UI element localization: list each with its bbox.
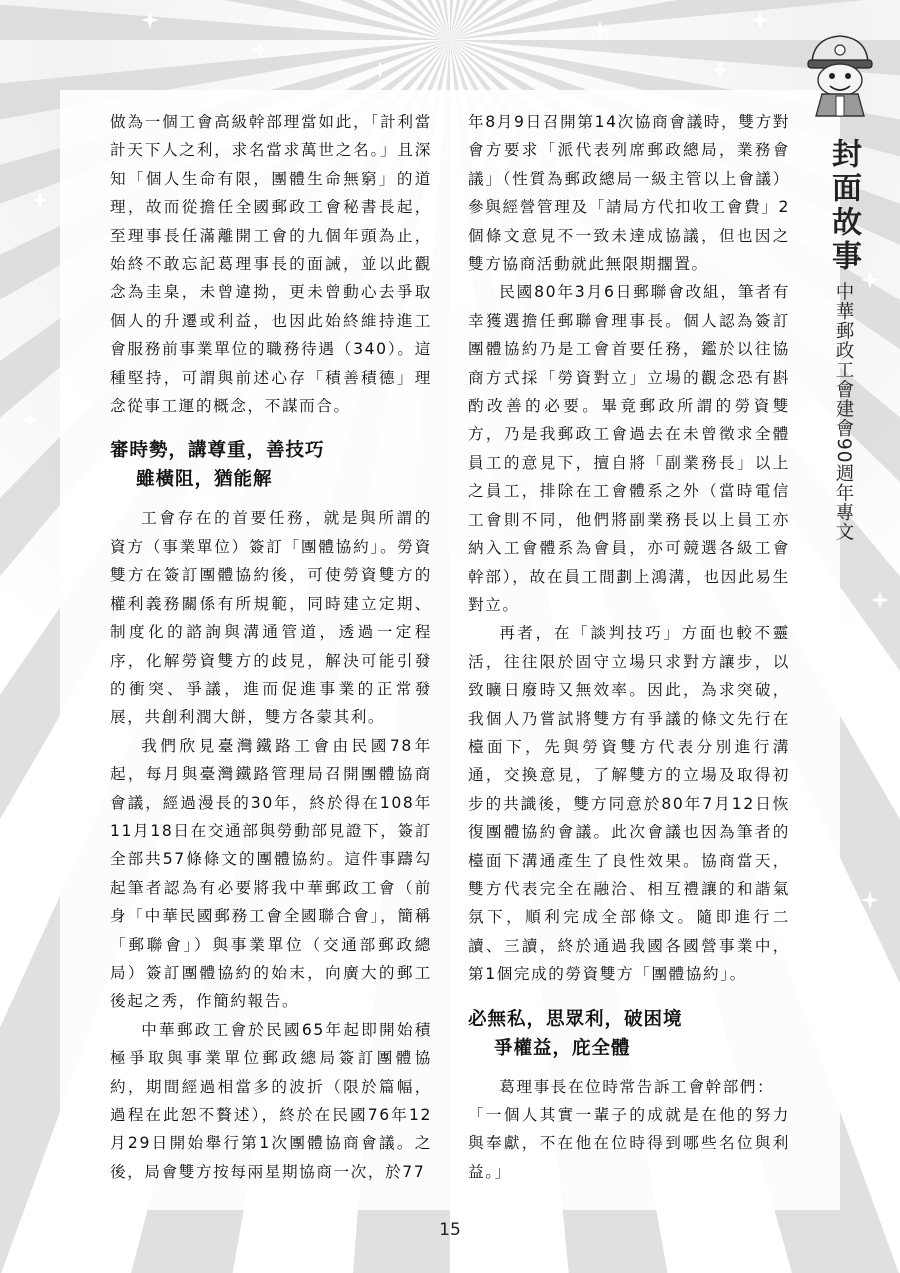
- paragraph: 葛理事長在位時常告訴工會幹部們：: [499, 1077, 775, 1096]
- paragraph: 做為一個工會高級幹部理當如此，「計利當計天下人之利，求名當求萬世之名。」且深知「個人生命有限，團體生命無窮」的道理，故而從擔任全國郵政工會秘書長起，至理事長任滿離開工會的九個年頭為止，始終不敢忘記葛理事長的面誡，並以此觀念為圭臬，未曾違拗，更未曾動心去爭取個人的升遷或利益，也因此始終維持進工會服務前事業單位的職務待遇（340）。這種堅持，可謂與前述心存「積善積德」理念從事工運的概念，不謀而合。: [110, 113, 432, 416]
- heading-line: 雖橫阻，猶能解: [136, 469, 273, 491]
- left-column: [110, 108, 432, 1186]
- page-number: 15: [439, 1220, 461, 1240]
- section-heading: [468, 1005, 790, 1063]
- right-column: [468, 108, 790, 1186]
- heading-line: 爭權益，庇全體: [494, 1037, 631, 1059]
- paragraph: 年8月9日召開第14次協商會議時，雙方對會方要求「派代表列席郵政總局，業務會議」（性質為郵政總局一級主管以上會議）參與經營管理及「請局方代扣收工會費」2個條文意見不一致未達成協議，但也因之雙方協商活動就此無限期擱置。: [468, 113, 790, 274]
- heading-line: 必無私，思眾利，破困境: [468, 1008, 683, 1030]
- section-subtitle: 中華郵政工會建會90週年專文: [833, 282, 854, 542]
- quote-paragraph: 「一個人其實一輩子的成就是在他的努力與奉獻，不在他在位時得到哪些名位與利益。」: [468, 1106, 790, 1181]
- heading-line: 審時勢，講尊重，善技巧: [110, 440, 325, 462]
- paragraph: 我們欣見臺灣鐵路工會由民國78年起，每月與臺灣鐵路管理局召開團體協商會議，經過漫長的30年，終於得在108年11月18日在交通部與勞動部見證下，簽訂全部共57條條文的團體協約。這件事躊勾起筆者認為有必要將我中華郵政工會（前身「中華民國郵務工會全國聯合會」，簡稱「郵聯會」）與事業單位（交通部郵政總局）簽訂團體協約的始末，向廣大的郵工後起之秀，作簡約報告。: [110, 736, 432, 1011]
- paragraph: 民國80年3月6日郵聯會改組，筆者有幸獲選擔任郵聯會理事長。個人認為簽訂團體協約乃是工會首要任務，鑑於以往協商方式採「勞資對立」立場的觀念恐有斟酌改善的必要。畢竟郵政所謂的勞資雙方，乃是我郵政工會過去在未曾徵求全體員工的意見下，擅自將「副業務長」以上之員工，排除在工會體系之外（當時電信工會則不同，他們將副業務長以上員工亦納入工會體系為會員，亦可競選各級工會幹部），故在員工間劃上鴻溝，也因此易生對立。: [468, 283, 790, 614]
- paragraph: 工會存在的首要任務，就是與所謂的資方（事業單位）簽訂「團體協約」。勞資雙方在簽訂團體協約後，可使勞資雙方的權利義務關係有所規範，同時建立定期、制度化的諮詢與溝通管道，透過一定程序，化解勞資雙方的歧見，解決可能引發的衝突、爭議，進而促進事業的正常發展，共創利潤大餅，雙方各蒙其利。: [110, 509, 432, 727]
- section-heading: [110, 436, 432, 494]
- section-title: 封面故事: [826, 138, 861, 274]
- mascot-illustration: [800, 32, 880, 118]
- paragraph: 再者，在「談判技巧」方面也較不靈活，往往限於固守立場只求對方讓步，以致曠日廢時又無效率。因此，為求突破，我個人乃嘗試將雙方有爭議的條文先行在檯面下，先與勞資雙方代表分別進行溝通，交換意見，了解雙方的立場及取得初步的共識後，雙方同意於80年7月12日恢復團體協約會議。此次會議也因為筆者的檯面下溝通產生了良性效果。協商當天，雙方代表完全在融洽、相互禮讓的和諧氣氛下，順利完成全部條文。隨即進行二讀、三讀，終於通過我國各國營事業中，第1個完成的勞資雙方「團體協約」。: [468, 624, 790, 984]
- paragraph: 中華郵政工會於民國65年起即開始積極爭取與事業單位郵政總局簽訂團體協約，期間經過相當多的波折（限於篇幅，過程在此恕不贅述），終於在民國76年12月29日開始舉行第1次團體協商會議。之後，局會雙方按每兩星期協商一次，於77: [110, 1020, 432, 1181]
